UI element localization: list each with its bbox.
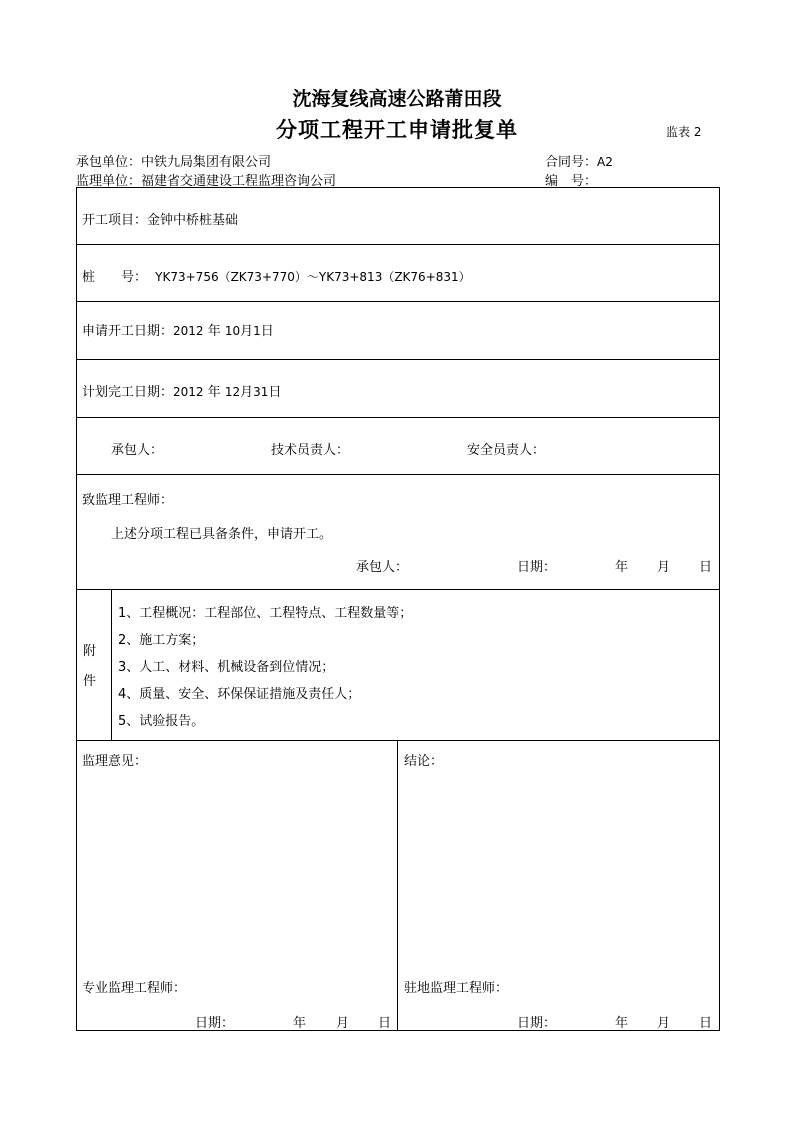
project-row (82, 209, 238, 228)
request-body: 上述分项工程已具备条件，申请开工。 (111, 527, 333, 542)
supervisor-value: 福建省交通建设工程监理咨询公司 (141, 174, 337, 189)
request-day-char: 日 (699, 560, 713, 575)
request-month-char: 月 (657, 560, 671, 575)
year-char: 年 (207, 324, 221, 339)
contractor-label: 承包单位： (76, 155, 142, 170)
end-date-label: 计划完工日期： (82, 385, 174, 400)
end-month: 12 (224, 385, 241, 399)
table-line (76, 474, 720, 475)
table-line (76, 359, 720, 360)
left-date-label: 日期： (195, 1016, 235, 1031)
contractor-value: 中铁九局集团有限公司 (141, 155, 272, 170)
station-label: 桩 号： (82, 270, 148, 285)
end-day: 31 (253, 385, 269, 399)
form-title: 分项工程开工申请批复单 (276, 117, 518, 142)
day-char: 日 (260, 324, 274, 339)
table-line (111, 589, 112, 740)
left-year-char: 年 (293, 1016, 307, 1031)
table-line (719, 187, 720, 1030)
attachment-item: 1、工程概况：工程部位、工程特点、工程数量等； (118, 606, 413, 621)
conclusion-label: 结论： (404, 754, 444, 769)
right-day-char: 日 (699, 1016, 713, 1031)
document-title: 沈海复线高速公路莆田段 (292, 88, 502, 110)
start-date-row (82, 320, 274, 339)
attachment-item: 3、人工、材料、机械设备到位情况； (118, 660, 335, 675)
table-line (76, 187, 77, 1030)
month-char: 月 (240, 324, 254, 339)
table-line (76, 301, 720, 302)
attachment-item: 5、试验报告。 (118, 714, 205, 729)
station-row (82, 266, 471, 285)
specialist-engineer-label: 专业监理工程师： (82, 981, 187, 996)
station-value: YK73+756（ZK73+770）～YK73+813（ZK76+831） (155, 270, 471, 284)
start-day: 1 (253, 324, 261, 338)
request-recipient: 致监理工程师： (82, 493, 174, 508)
attachment-item: 4、质量、安全、环保保证措施及责任人； (118, 687, 361, 702)
contract-no-line (545, 151, 613, 170)
year-char: 年 (207, 385, 221, 400)
contract-no-value: A2 (597, 155, 613, 169)
request-year-char: 年 (615, 560, 629, 575)
contractor-signer-label: 承包人： (111, 443, 164, 458)
request-date-label: 日期： (517, 560, 557, 575)
contract-no-label: 合同号： (545, 155, 598, 170)
end-date-row (82, 381, 281, 400)
right-month-char: 月 (657, 1016, 671, 1031)
form-code: 监表 2 (666, 125, 702, 139)
day-char: 日 (268, 385, 282, 400)
table-line (76, 417, 720, 418)
table-line (76, 187, 720, 188)
start-month: 10 (224, 324, 241, 338)
safety-signer-label: 安全员责人： (467, 443, 546, 458)
table-line (76, 244, 720, 245)
table-line (397, 740, 398, 1030)
supervision-opinion-label: 监理意见： (82, 754, 148, 769)
start-year: 2012 (173, 324, 204, 338)
request-signer-label: 承包人： (356, 560, 409, 575)
left-month-char: 月 (336, 1016, 350, 1031)
start-date-label: 申请开工日期： (82, 324, 174, 339)
serial-no-label: 编 号： (545, 174, 598, 189)
attachments-label-1: 附 (83, 644, 97, 659)
table-line (76, 740, 720, 741)
month-char: 月 (240, 385, 254, 400)
project-label: 开工项目： (82, 213, 148, 228)
table-line (76, 589, 720, 590)
right-date-label: 日期： (517, 1016, 557, 1031)
supervisor-label: 监理单位： (76, 174, 142, 189)
resident-engineer-label: 驻地监理工程师： (404, 981, 509, 996)
project-value: 金钟中桥桩基础 (147, 213, 239, 228)
left-day-char: 日 (378, 1016, 392, 1031)
attachment-item: 2、施工方案； (118, 633, 205, 648)
contractor-line (76, 151, 271, 170)
tech-signer-label: 技术员责人： (271, 443, 350, 458)
end-year: 2012 (173, 385, 204, 399)
attachments-label-2: 件 (83, 674, 97, 689)
right-year-char: 年 (615, 1016, 629, 1031)
